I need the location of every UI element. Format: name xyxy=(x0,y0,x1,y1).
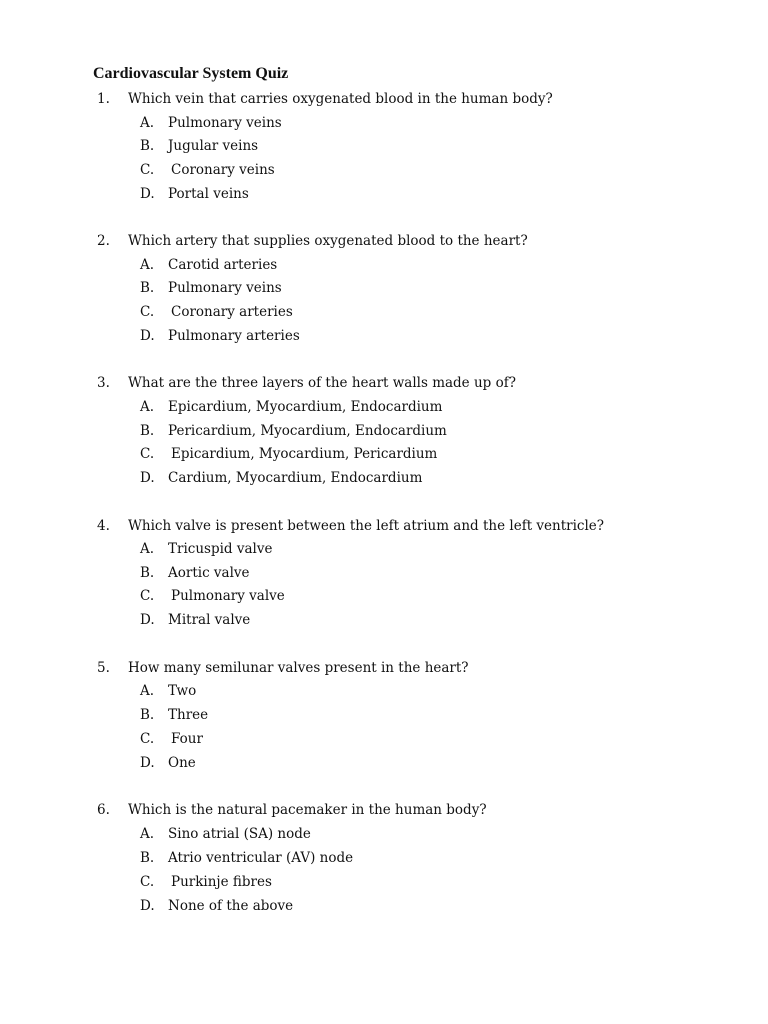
option-letter: D. xyxy=(140,898,155,914)
question-text: Which is the natural pacemaker in the human body? xyxy=(128,802,487,818)
option-letter: D. xyxy=(140,470,155,486)
option-letter: A. xyxy=(140,257,155,273)
question-text: Which vein that carries oxygenated blood in the human body? xyxy=(128,91,553,107)
option-text: Pericardium, Myocardium, Endocardium xyxy=(168,423,447,439)
option-letter: B. xyxy=(140,280,155,296)
option-text: Jugular veins xyxy=(168,138,259,154)
question-number: 2. xyxy=(97,233,110,249)
option-text: Pulmonary valve xyxy=(171,588,285,604)
page-title: Cardiovascular System Quiz xyxy=(93,65,289,82)
option-text: Portal veins xyxy=(168,186,249,202)
option-text: Pulmonary veins xyxy=(168,280,282,296)
option-letter: B. xyxy=(140,850,155,866)
option-text: Sino atrial (SA) node xyxy=(168,826,311,842)
option-text: Purkinje fibres xyxy=(171,874,272,890)
option-letter: A. xyxy=(140,115,155,131)
option-text: Epicardium, Myocardium, Pericardium xyxy=(171,446,438,462)
option-letter: D. xyxy=(140,755,155,771)
option-text: Atrio ventricular (AV) node xyxy=(168,850,354,866)
option-text: Cardium, Myocardium, Endocardium xyxy=(168,470,423,486)
option-letter: B. xyxy=(140,138,155,154)
option-text: Aortic valve xyxy=(168,565,250,581)
option-text: Mitral valve xyxy=(168,612,251,628)
question-number: 4. xyxy=(97,518,110,534)
option-letter: A. xyxy=(140,826,155,842)
option-text: Two xyxy=(168,683,197,699)
option-letter: D. xyxy=(140,328,155,344)
question-text: Which artery that supplies oxygenated blood to the heart? xyxy=(128,233,528,249)
option-letter: B. xyxy=(140,707,155,723)
option-text: Pulmonary arteries xyxy=(168,328,300,344)
option-letter: D. xyxy=(140,612,155,628)
option-letter: D. xyxy=(140,186,155,202)
option-text: Coronary arteries xyxy=(171,304,293,320)
option-letter: A. xyxy=(140,399,155,415)
question-text: How many semilunar valves present in the heart? xyxy=(128,660,469,676)
option-letter: C. xyxy=(140,304,155,320)
question-text: What are the three layers of the heart walls made up of? xyxy=(128,375,516,391)
option-text: Four xyxy=(171,731,203,747)
question-number: 5. xyxy=(97,660,110,676)
option-letter: C. xyxy=(140,588,155,604)
option-text: Tricuspid valve xyxy=(168,541,273,557)
option-letter: B. xyxy=(140,423,155,439)
option-text: Coronary veins xyxy=(171,162,275,178)
option-letter: C. xyxy=(140,446,155,462)
option-text: Epicardium, Myocardium, Endocardium xyxy=(168,399,443,415)
question-number: 3. xyxy=(97,375,110,391)
option-text: Three xyxy=(168,707,209,723)
option-text: None of the above xyxy=(168,898,294,914)
option-text: Pulmonary veins xyxy=(168,115,282,131)
question-number: 1. xyxy=(97,91,110,107)
option-letter: B. xyxy=(140,565,155,581)
option-letter: A. xyxy=(140,683,155,699)
option-letter: A. xyxy=(140,541,155,557)
question-text: Which valve is present between the left atrium and the left ventricle? xyxy=(128,518,605,534)
option-letter: C. xyxy=(140,874,155,890)
question-number: 6. xyxy=(97,802,110,818)
option-letter: C. xyxy=(140,162,155,178)
option-letter: C. xyxy=(140,731,155,747)
option-text: Carotid arteries xyxy=(168,257,278,273)
option-text: One xyxy=(168,755,196,771)
